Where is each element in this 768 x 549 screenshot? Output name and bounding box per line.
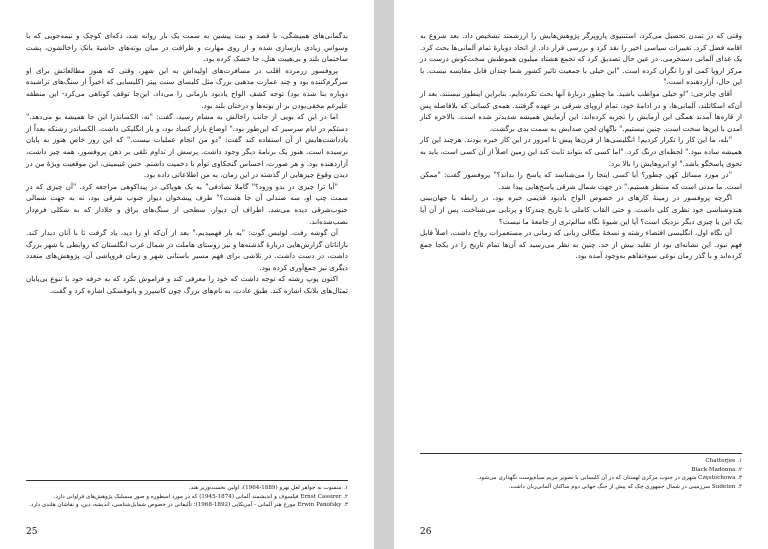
paragraph: پروفسور زرمرده اقلب در مسافرت‌های اولیه‌اش به این شهر، وقتی که هنوز مطالعاتش برای او سرگرم‌کننده بود و چند عمارت مذهبی بزرگ مثل کلیسای سنت پیتر (کلیسایی که اخیراً از سنگ‌های تراشیده دوباره بنا شده بود) توجه کشف الواح یادبود بازمانی را می‌داد، این‌جا توقف کوتاهی می‌کرد- این منطقه علیرغم مخفی‌بودن بر از بوته‌ها و درختان بلند بود.: [26, 65, 348, 110]
footnote: ۱. منسوب به جواهر لعل نهرو (1889-1964)، اولین نخست‌وزیر هند.: [188, 485, 348, 491]
footnote: ۲. Black Madonna: [691, 466, 742, 473]
paragraph: وقتی که در تمدن تحصیل می‌کرد، استنتیوی پاروپرگر پژوهش‌هایش را ارزشمند تشخیص داد. بعد شروع به اقامه فضل کرد. تغییرات سیاسی اخیر را نقد کرد و بررسی قرار داد. از اتحاد دوبارهٔ تمام آلمانی‌ها بحث کرد. یک غذای آلمانی دستخرمی. در عین حال تصدیق کرد که تجمع هشتاد میلیون هموطنش سخت‌کوش درست در مرکز اروپا کمی او را نگران کرده است. "این خیلی با جمعیت تاثیر کشور شما چندان قابل مقایسه نیست. با این حال، آزاردهنده است.": [420, 31, 742, 87]
paragraph: آن نگاه اول، انگلیسی اقتضاء رشته و نسخهٔ بنگالی زبانی که زمانی در مستعمرات رواج داشت، اصلاً قابل فهم نبود. این نشانه‌ای بود از تقلید بیش از حد. چنین به نظر می‌رسید که آن‌ها تمام تاریخ را در یکجا جمع کرده‌اند و با گذر زمان نوعی سوءتفاهم به‌وجود آمده بود.: [420, 228, 742, 261]
footnote: ۳. Erwin Panofsky مورخ هنر آلمانی - آمریکایی (1892-1968)؛ تألیفاتی در خصوص شمایل‌شناسی، اندیشه، دین، و نقاشان هلندی دارد.: [29, 502, 348, 509]
paragraph: "بله، ما این کار را تکرار کردیم! انگلیسی‌ها از قرن‌ها پیش تا امروز در این کار خبره بودند. هرچند این کار همیشه ساده نبود." لحظه‌ای درنگ کرد. "اما کسی که بتواند ثابت کند این زمین اصلاً از آن کسی است، باید به نحوی پاسخگو باشد." او ابروهایش را بالا برد.: [420, 135, 742, 168]
paragraph: "در مورد مسائل کهن چطور؟ آیا کسی اینجا را می‌شناسد که پاسخ را بداند؟" پروفسور گفت: "ممکن است. ما مدتی است که منتظر هستیم." در جهت شمال شرقی پاسخ‌هایی پیدا شد.: [420, 170, 742, 191]
footnote: ۴. Sudeten سرزمینی در شمال جمهوری چک که پیش از جنگ جهانی دوم ساکنان آلمانی‌زبان داشت.: [508, 483, 742, 490]
left-page: [0, 0, 374, 549]
paragraph: بدگمانی‌های همیشگی، با قصد و نیت پیشین به سمت یک بار روانه شد، دکه‌ای کوچک و نیمه‌جویی که با وسواس زیادی بازسازی شده و از روی مهارت و ظرافت در میان بوته‌های حاشیهٔ بانک راخالشون، پشت ساختمان بلند و بی‌هیبت هتل، جا خشک کرده بود.: [26, 31, 348, 64]
page-number: 25: [26, 527, 38, 537]
footnote: ۲. Ernst Cassirer فیلسوف و اندیشمند آلمانی (1874-1945) که در مورد اسطوره و صور سمبلیک پژوهش‌های فراوانی دارد.: [53, 493, 348, 500]
paragraph: اکنون پوپ رشته که توجه داشت که خود را معرفی کند و فراموش نکرد که به حرفه خود با تنوع بی‌پایان ثمثال‌های بلانک اشاره کند. طبق عادت، به نام‌های بزرگ چون کاسپرز و پانوفسکی اشاره کرد و گفت.: [26, 274, 348, 296]
paragraph: اگرچه پروفسور در زمینهٔ کارهای در خصوص الواح یادبود قدیمی خبره بود، در رابطه با جهان‌بینی هندوشناسی خود نظری کلی داشت. و حتی القاب کاملی با تاریخ چندرکا و پرتابی می‌شناخت. پس از آن آیا یک این یا چیزی دیگر نزدیک است؟ آیا این شیوهٔ نگاه سالم‌تری از جامعهٔ ما نیست؟: [420, 193, 742, 226]
right-page: [394, 0, 768, 549]
page-number: 26: [420, 527, 432, 537]
left-footnotes: [26, 480, 348, 510]
left-page-body: [26, 30, 348, 297]
right-footnotes: [420, 453, 742, 491]
paragraph: اما در این که بویی از جانب راخالش به مشام رسید، گفت: "نه، الکساندرا این جا همیشه بو می‌دهد." دستکم در ایام سرسبز که این‌طور بود." اوضاع بازار کساد بود، و بار انگلیکی داشت. الکساندر زشتکه بعداً از یادداشت‌هایش از آن استفاده کند گفت: "دو من انجام عملیات نیست." که این روز خاص هنوز به پایان نرسیده است. هنوز یک برنامهٔ دیگر وجود داشت. پرسش از تداوم تلقی بر ذهن پروفسور. همه چیز داشت، آزاردهنده بود. و هر صورت، احساس گنجکاوی توأم با دخمیت داشتم. حس غیبمینی، این موقعیت ویژهٔ من در دیدن وقوع چیزهایی از گذشته در این زمان، به من اطلاعاتی داده بود.: [26, 112, 348, 180]
right-page-body: [420, 30, 742, 262]
paragraph: "آیا ترا چیزی در بدو ورود؟" گاملا تصادفی" به یک هوپاکی در پیداکوهی مراجعه کرد. "آن چیزی که در سمت چپ او، سه صندلی آن جا هست؟" طرف پیشخوان دیوار جنوب شرقی بود، نه به جهت شمالی جنوب‌شرقی دیده می‌شد. اطراف آن دیوار، سطحی از سنگ‌های براق و جلادار که به شکلی فرم‌دار نصب‌شده‌اند.: [26, 181, 348, 226]
footnote: ۳. Częstochowa شهری در جنوب مرکزی لهستان که در آن کلیسایی با تصویر مریم سیاه‌پوست نگهداری می‌شود.: [477, 475, 742, 482]
footnote: ۱. Chatterjee: [705, 458, 742, 464]
paragraph: آقای چاترجی: "او خیلی مواظب باشید. ما چطور دربارهٔ آنها بحث نکرده‌ایم. بنابراین اینطور نیستند. بعد از آن‌که اسکاتلند، آلمانی‌ها، و در ادامهٔ خود، تمام اروپای شرقی بر عهده گرفتند. همه‌ی کسانی که بلافاصله پس از قاره‌ها آمدند همگی این آزمایش را تجربه کرده‌اند. این آزمایش همیشه شدیدتر شده است. بالاخره کنار آمدن با این‌ها سخت است. چنین نیستیم." ناگهان لحن صدایش به سمت بدی برگشت.: [420, 88, 742, 133]
book-gutter: [374, 0, 394, 549]
paragraph: آن گوشه رفت. لوئیس گوت: "یه بار فهمیدیم." بعد از آن‌که او را دید، یاد گرفت تا با آنان دیدار کند. باراناتان گزارش‌هایی دربارهٔ گذشته‌ها و نیز روستای هاملت در شمال غرب انگلستان که روابطی با شهر بزرگ داشت، در دست داشت. در تلاشی برای فهم مسیر باستانی شهر و زمان فروپاشی آن، پژوهش‌های متعدد دیگری نیز جمع‌آوری کرده بود.: [26, 228, 348, 272]
